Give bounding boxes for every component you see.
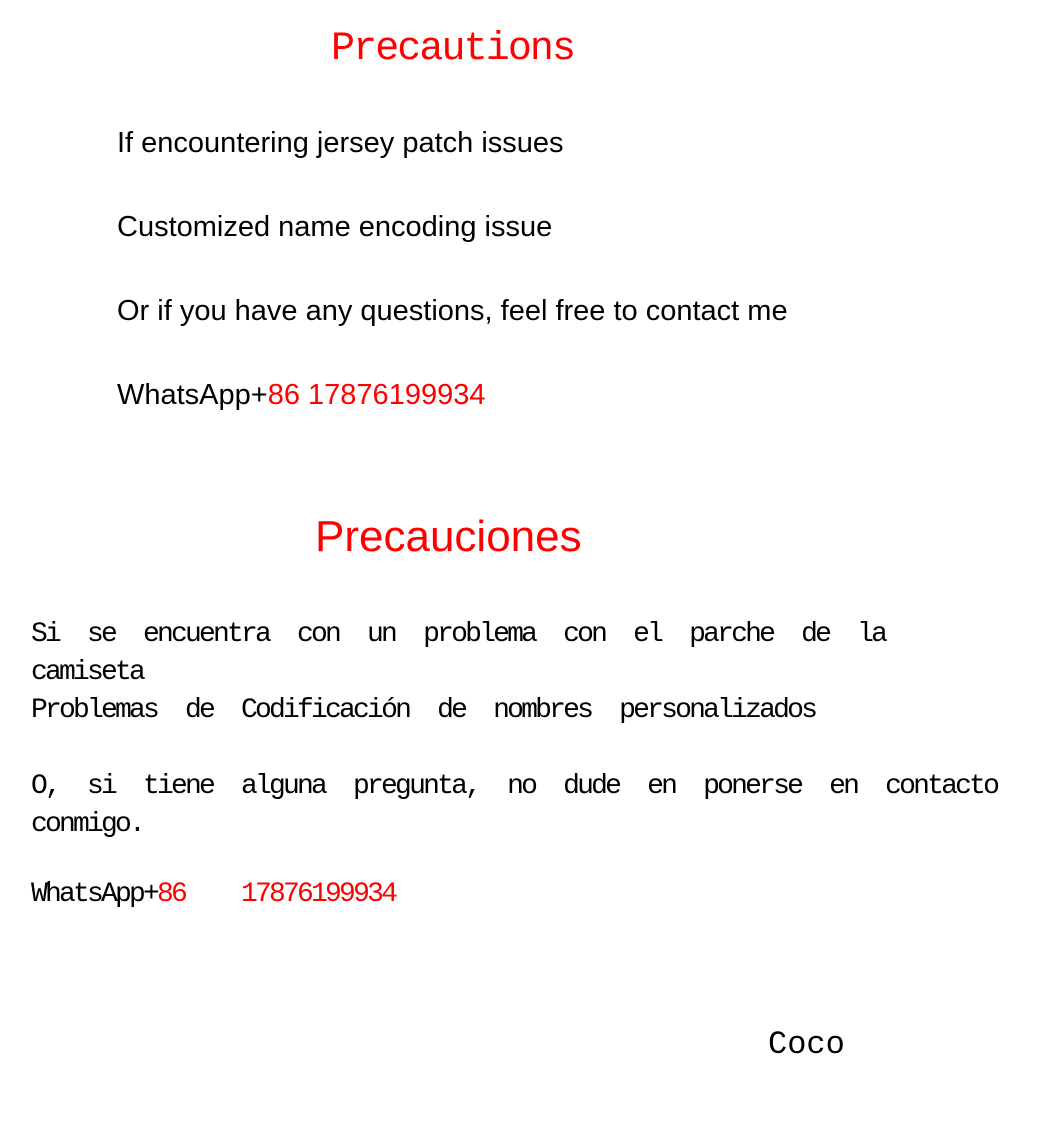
- spanish-section-title: Precauciones: [315, 512, 582, 561]
- english-whatsapp-line: [117, 378, 485, 412]
- spanish-whatsapp-label: WhatsApp+: [31, 879, 158, 910]
- spanish-line-name-encoding: Problemas de Codificación de nombres personalizados: [31, 695, 816, 726]
- english-section-title: Precautions: [331, 27, 575, 72]
- english-line-contact: Or if you have any questions, feel free to contact me: [117, 295, 788, 327]
- spanish-whatsapp-line: [31, 876, 1019, 914]
- spanish-line-contact: O, si tiene alguna pregunta, no dude en ponerse en contacto conmigo.: [31, 771, 998, 840]
- english-line-jersey-patch: If encountering jersey patch issues: [117, 127, 564, 159]
- spanish-whatsapp-number: 86 17876199934: [157, 879, 396, 910]
- english-whatsapp-number: 86 17876199934: [267, 379, 486, 411]
- spanish-line-jersey-patch: Si se encuentra con un problema con el parche de la camiseta: [31, 619, 886, 688]
- english-line-name-encoding: Customized name encoding issue: [117, 211, 553, 243]
- signature: Coco: [768, 1026, 845, 1063]
- english-whatsapp-label: WhatsApp+: [117, 379, 268, 411]
